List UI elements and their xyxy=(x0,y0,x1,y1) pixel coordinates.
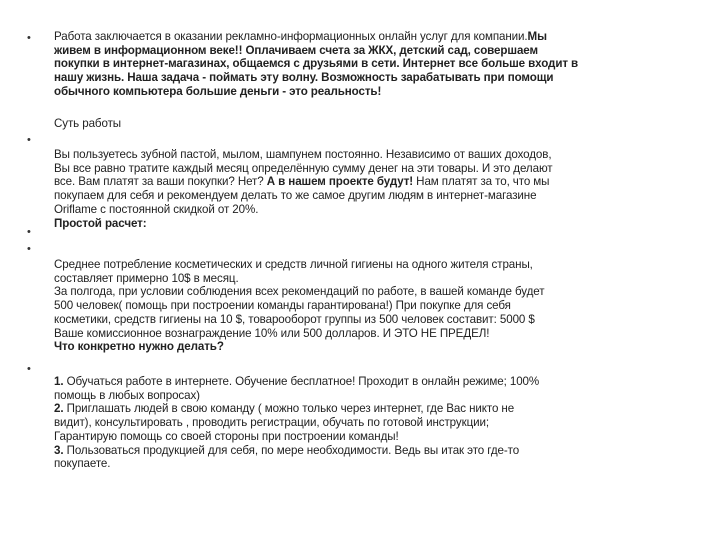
text-line: Вы все равно тратите каждый месяц определённую сумму денег на эти товары. И это делают xyxy=(54,161,553,175)
intro-paragraph xyxy=(54,30,684,99)
bullet-marker: • xyxy=(27,243,31,255)
bullet-marker: • xyxy=(27,32,31,44)
text-line: помощь в любых вопросах) xyxy=(54,388,200,402)
step-number: 3. xyxy=(54,443,64,457)
text-span: Нам платят за то, что мы xyxy=(413,175,550,189)
step-number: 2. xyxy=(54,402,64,416)
text-line: нашу жизнь. Наша задача - поймать эту волну. Возможность зарабатывать при помощи xyxy=(54,71,554,85)
bullet-marker: • xyxy=(27,134,31,146)
paragraph-essence xyxy=(54,148,684,230)
step-1 xyxy=(54,375,684,389)
step-3 xyxy=(54,444,684,458)
text-line xyxy=(54,30,684,44)
text-line: покупаем для себя и рекомендуем делать то же самое другим людям в интернет-магазине xyxy=(54,189,537,203)
text-line: За полгода, при условии соблюдения всех рекомендаций по работе, в вашей команде будет xyxy=(54,285,545,299)
bullet-marker: • xyxy=(27,363,31,375)
text-span: Работа заключается в оказании рекламно-информационных онлайн услуг для компании. xyxy=(54,30,528,43)
text-line: Гарантирую помощь со своей стороны при построении команды! xyxy=(54,429,399,443)
emphasis-text: А в нашем проекте будут! xyxy=(266,175,414,189)
text-line: Oriflame с постоянной скидкой от 20%. xyxy=(54,202,259,216)
section-title-block xyxy=(54,117,684,131)
step-2 xyxy=(54,402,684,416)
todo-title: Что конкретно нужно делать? xyxy=(54,340,224,354)
text-line: живем в информационном веке!! Оплачиваем счета за ЖКХ, детский сад, совершаем xyxy=(54,43,538,57)
text-span: Мы xyxy=(527,30,547,43)
text-line: покупаете. xyxy=(54,457,111,471)
text-span: все. Вам платят за ваши покупки? Нет? xyxy=(54,175,267,189)
text-line: обычного компьютера большие деньги - это реальность! xyxy=(54,84,382,98)
section-title: Суть работы xyxy=(54,117,122,130)
steps-list xyxy=(54,375,684,471)
text-line: покупки в интернет-магазинах, общаемся с друзьями в сети. Интернет все больше входит в xyxy=(54,57,579,71)
text-line: Среднее потребление косметических и средств личной гигиены на одного жителя страны, xyxy=(54,258,533,271)
text-line: Вы пользуетесь зубной пастой, мылом, шампунем постоянно. Независимо от ваших доходов, xyxy=(54,148,552,161)
text-line: видит), консультировать , проводить регистрации, обучать по готовой инструкции; xyxy=(54,416,489,430)
bullet-marker: • xyxy=(27,226,31,238)
text-line xyxy=(54,175,684,189)
step-number: 1. xyxy=(54,375,64,388)
text-span: Пользоваться продукцией для себя, по мере необходимости. Ведь вы итак это где-то xyxy=(63,443,520,457)
text-line: составляет примерно 10$ в месяц. xyxy=(54,271,239,285)
text-span: Обучаться работе в интернете. Обучение бесплатное! Проходит в онлайн режиме; 100% xyxy=(63,375,540,388)
paragraph-calculation xyxy=(54,258,684,354)
calc-title: Простой расчет: xyxy=(54,216,147,230)
text-line: 500 человек( помощь при построении команды гарантирована!) При покупке для себя xyxy=(54,299,511,313)
text-line: косметики, средств гигиены на 10 $, товарооборот группы из 500 человек составит: 5000 $ xyxy=(54,312,535,326)
text-line: Ваше комиссионное вознаграждение 10% или 500 долларов. И ЭТО НЕ ПРЕДЕЛ! xyxy=(54,326,490,340)
text-span: Приглашать людей в свою команду ( можно только через интернет, где Вас никто не xyxy=(63,402,515,416)
